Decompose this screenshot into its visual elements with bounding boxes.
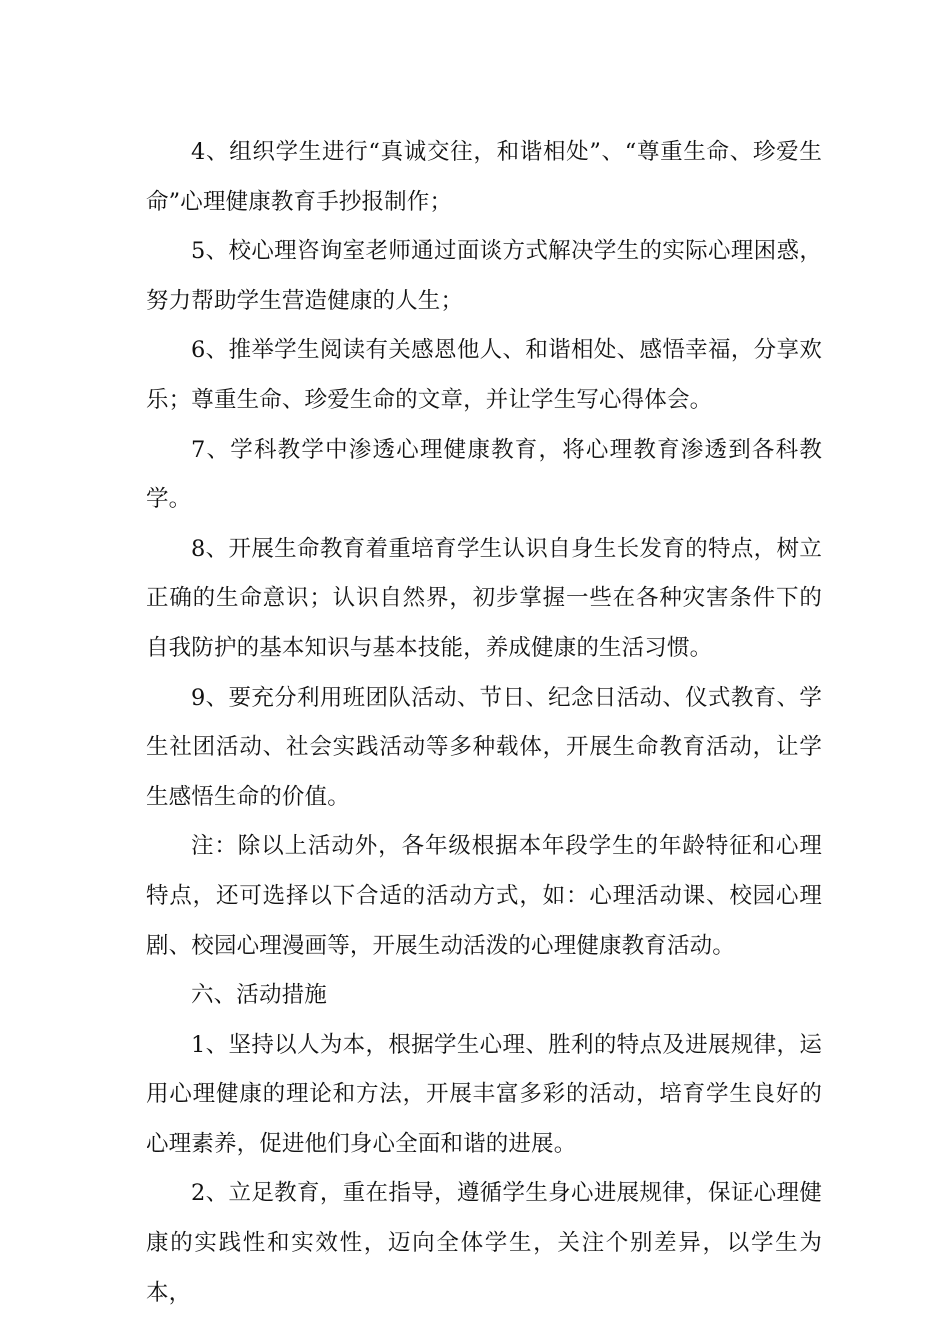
paragraph-item-8: 8、开展生命教育着重培育学生认识自身生长发育的特点，树立正确的生命意识；认识自然界，初步掌握一些在各种灾害条件下的自我防护的基本知识与基本技能，养成健康的生活习惯。 [146, 535, 822, 661]
section-heading-measures: 六、活动措施 [191, 982, 327, 1009]
paragraph-measure-2: 2、立足教育，重在指导，遵循学生身心进展规律，保证心理健康的实践性和实效性，迈向全体学生，关注个别差异，以学生为本， [146, 1180, 822, 1306]
paragraph-item-9: 9、要充分利用班团队活动、节日、纪念日活动、仪式教育、学生社团活动、社会实践活动等多种载体，开展生命教育活动，让学生感悟生命的价值。 [146, 684, 822, 810]
paragraph-item-6: 6、推举学生阅读有关感恩他人、和谐相处、感悟幸福，分享欢乐；尊重生命、珍爱生命的文章，并让学生写心得体会。 [146, 337, 822, 413]
paragraph-note: 注：除以上活动外，各年级根据本年段学生的年龄特征和心理特点，还可选择以下合适的活动方式，如：心理活动课、校园心理剧、校园心理漫画等，开展生动活泼的心理健康教育活动。 [146, 833, 822, 959]
paragraph-item-4: 4、组织学生进行“真诚交往，和谐相处”、“尊重生命、珍爱生命”心理健康教育手抄报制作； [146, 139, 822, 215]
paragraph-measure-1: 1、坚持以人为本，根据学生心理、胜利的特点及进展规律，运用心理健康的理论和方法，开展丰富多彩的活动，培育学生良好的心理素养，促进他们身心全面和谐的进展。 [146, 1031, 822, 1157]
paragraph-item-7: 7、学科教学中渗透心理健康教育，将心理教育渗透到各科教学。 [146, 436, 822, 513]
document-body [146, 128, 822, 1318]
paragraph-item-5: 5、校心理咨询室老师通过面谈方式解决学生的实际心理困惑，努力帮助学生营造健康的人生； [146, 238, 822, 314]
